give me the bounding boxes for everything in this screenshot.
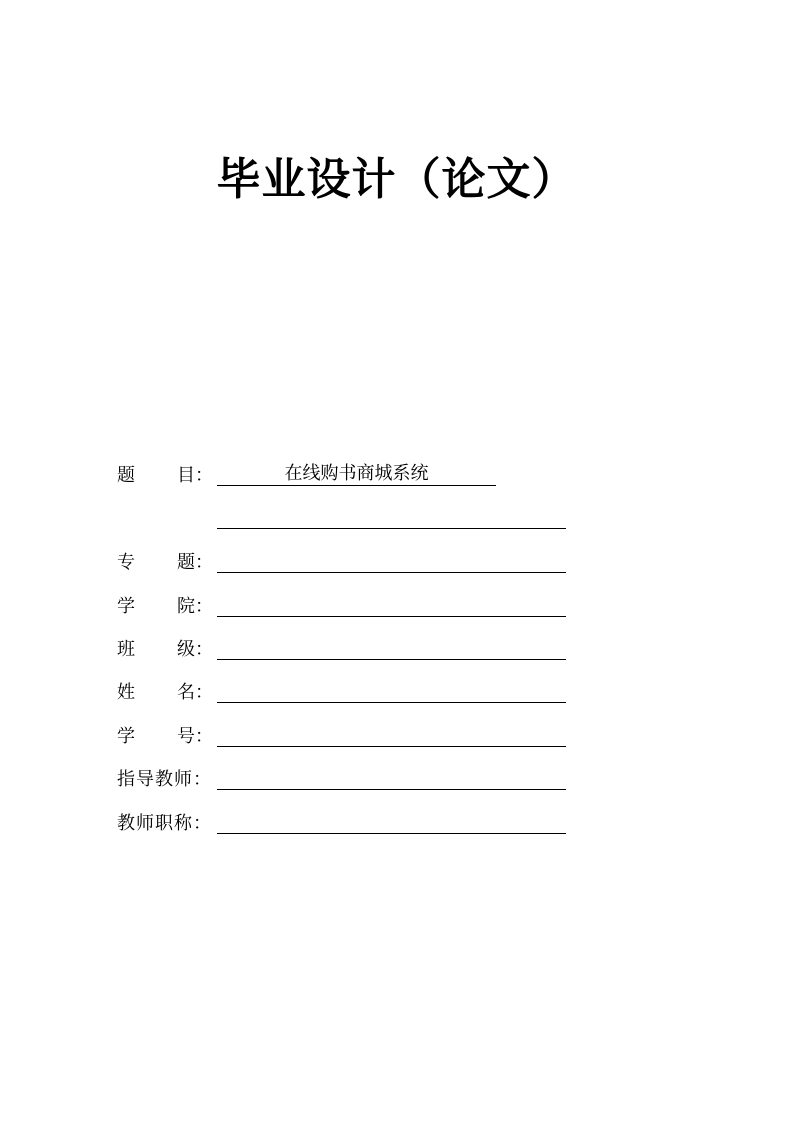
field-name-value[interactable] bbox=[217, 680, 566, 703]
document-title: 毕业设计（论文） bbox=[216, 154, 577, 205]
field-special-topic-label bbox=[117, 550, 217, 576]
field-class-value[interactable] bbox=[217, 637, 566, 660]
field-advisor-label bbox=[117, 767, 217, 793]
field-college-label-char1: 学 bbox=[117, 596, 135, 617]
field-class-label-char1: 班 bbox=[117, 639, 135, 660]
field-student-id-value[interactable] bbox=[217, 724, 566, 747]
field-class-label-char2: 级： bbox=[177, 639, 213, 660]
field-advisor-title-label-text: 教师职称： bbox=[117, 813, 212, 834]
field-college-label bbox=[117, 594, 217, 620]
field-college-label-char2: 院： bbox=[177, 596, 213, 617]
field-name-label bbox=[117, 680, 217, 706]
field-advisor-title-label bbox=[117, 811, 217, 837]
field-college-value[interactable] bbox=[217, 594, 566, 617]
field-advisor-title-value[interactable] bbox=[217, 811, 566, 834]
field-student-id-label-char1: 学 bbox=[117, 726, 135, 747]
field-special-topic-label-char2: 题： bbox=[177, 552, 213, 573]
field-student-id-label-char2: 号： bbox=[177, 726, 213, 747]
field-special-topic-label-char1: 专 bbox=[117, 552, 135, 573]
field-topic-label-char2: 目： bbox=[177, 465, 213, 486]
field-topic-label bbox=[117, 463, 217, 489]
field-topic-label-char1: 题 bbox=[117, 465, 135, 486]
field-student-id-label bbox=[117, 724, 217, 750]
field-topic-value[interactable]: 在线购书商城系统 bbox=[217, 463, 496, 486]
field-name-label-char1: 姓 bbox=[117, 682, 135, 703]
field-topic-continued-value[interactable] bbox=[217, 506, 566, 529]
field-name-label-char2: 名： bbox=[177, 682, 213, 703]
field-advisor-label-text: 指导教师： bbox=[117, 769, 212, 790]
field-class-label bbox=[117, 637, 217, 663]
field-special-topic-value[interactable] bbox=[217, 550, 566, 573]
field-advisor-value[interactable] bbox=[217, 767, 566, 790]
